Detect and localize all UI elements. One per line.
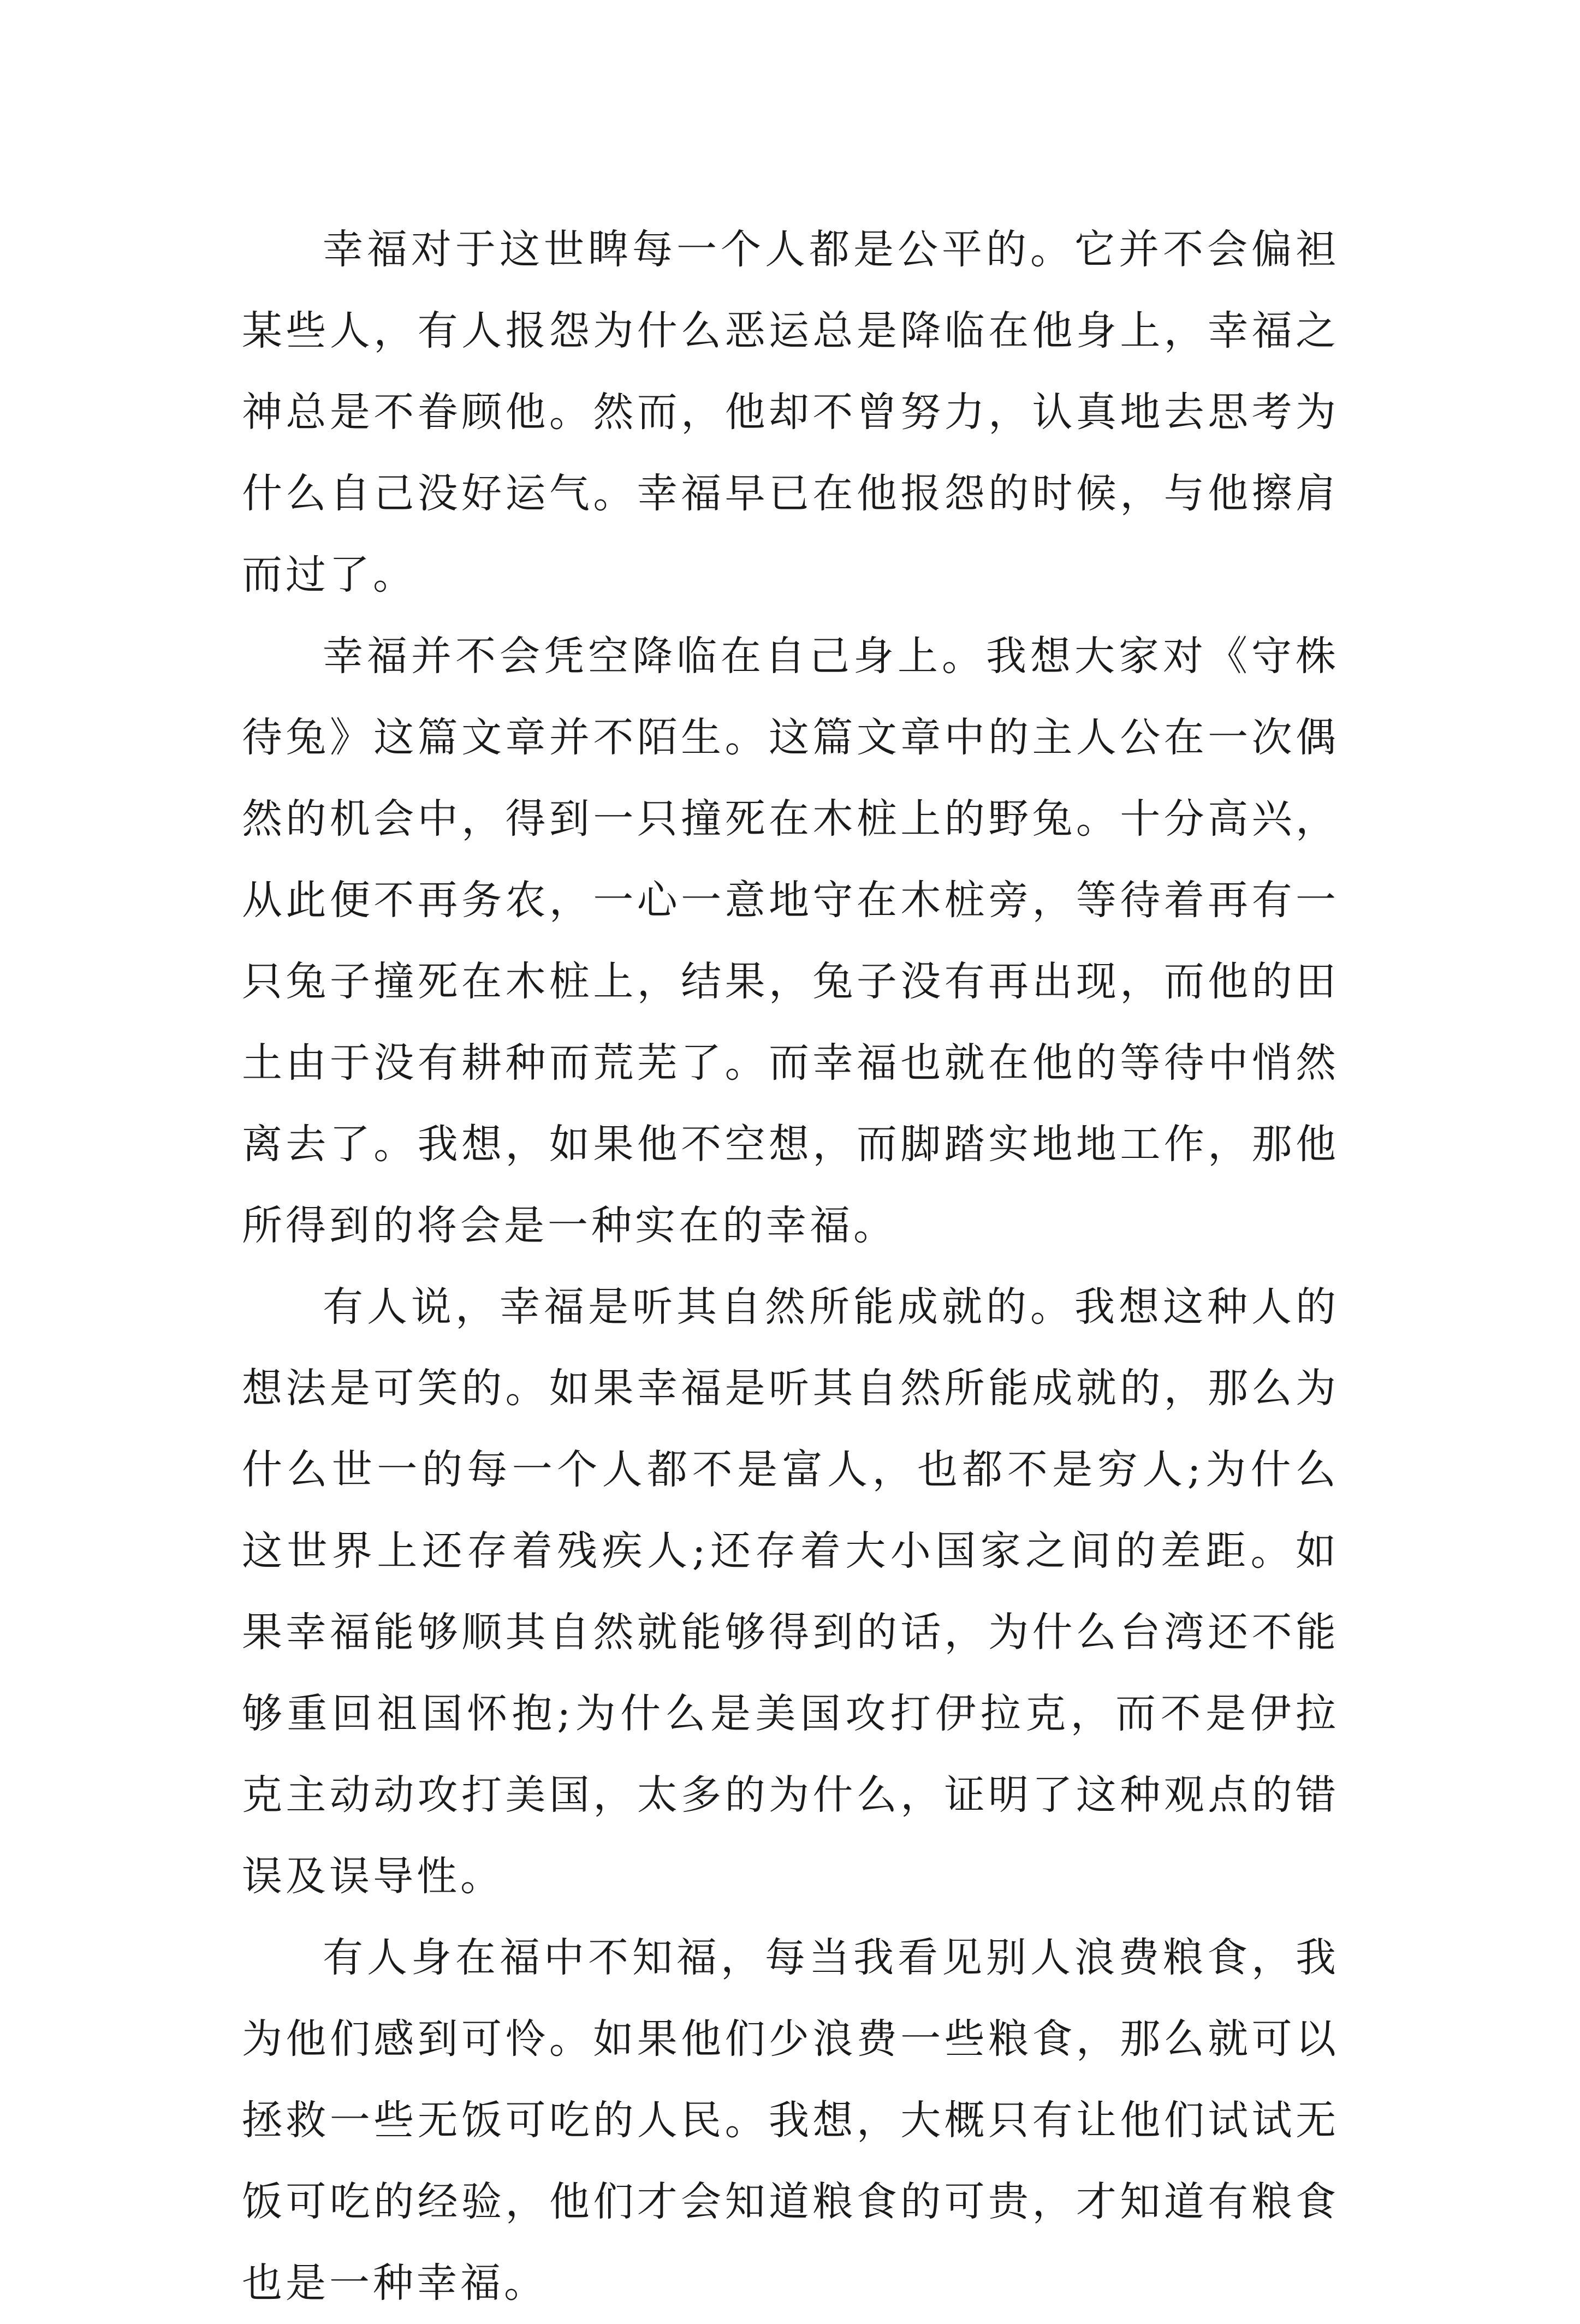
essay-body	[242, 209, 1339, 2324]
paragraph-1: 幸福对于这世睥每一个人都是公平的。它并不会偏袒某些人，有人报怨为什么恶运总是降临在他身上，幸福之神总是不眷顾他。然而，他却不曾努力，认真地去思考为什么自己没好运气。幸福早已在他报怨的时候，与他擦肩而过了。	[242, 226, 1339, 598]
paragraph-4: 有人身在福中不知福，每当我看见别人浪费粮食，我为他们感到可怜。如果他们少浪费一些粮食，那么就可以拯救一些无饭可吃的人民。我想，大概只有让他们试试无饭可吃的经验，他们才会知道粮食的可贵，才知道有粮食也是一种幸福。	[242, 1934, 1339, 2307]
paragraph-2: 幸福并不会凭空降临在自己身上。我想大家对《守株待兔》这篇文章并不陌生。这篇文章中的主人公在一次偶然的机会中，得到一只撞死在木桩上的野兔。十分高兴，从此便不再务农，一心一意地守在木桩旁，等待着再有一只兔子撞死在木桩上，结果，兔子没有再出现，而他的田土由于没有耕种而荒芜了。而幸福也就在他的等待中悄然离去了。我想，如果他不空想，而脚踏实地地工作，那他所得到的将会是一种实在的幸福。	[242, 633, 1339, 1249]
paragraph-3: 有人说，幸福是听其自然所能成就的。我想这种人的想法是可笑的。如果幸福是听其自然所能成就的，那么为什么世一的每一个人都不是富人，也都不是穷人;为什么这世界上还存着残疾人;还存着大小国家之间的差距。如果幸福能够顺其自然就能够得到的话，为什么台湾还不能够重回祖国怀抱;为什么是美国攻打伊拉克，而不是伊拉克主动动攻打美国，太多的为什么，证明了这种观点的错误及误导性。	[242, 1283, 1339, 1900]
